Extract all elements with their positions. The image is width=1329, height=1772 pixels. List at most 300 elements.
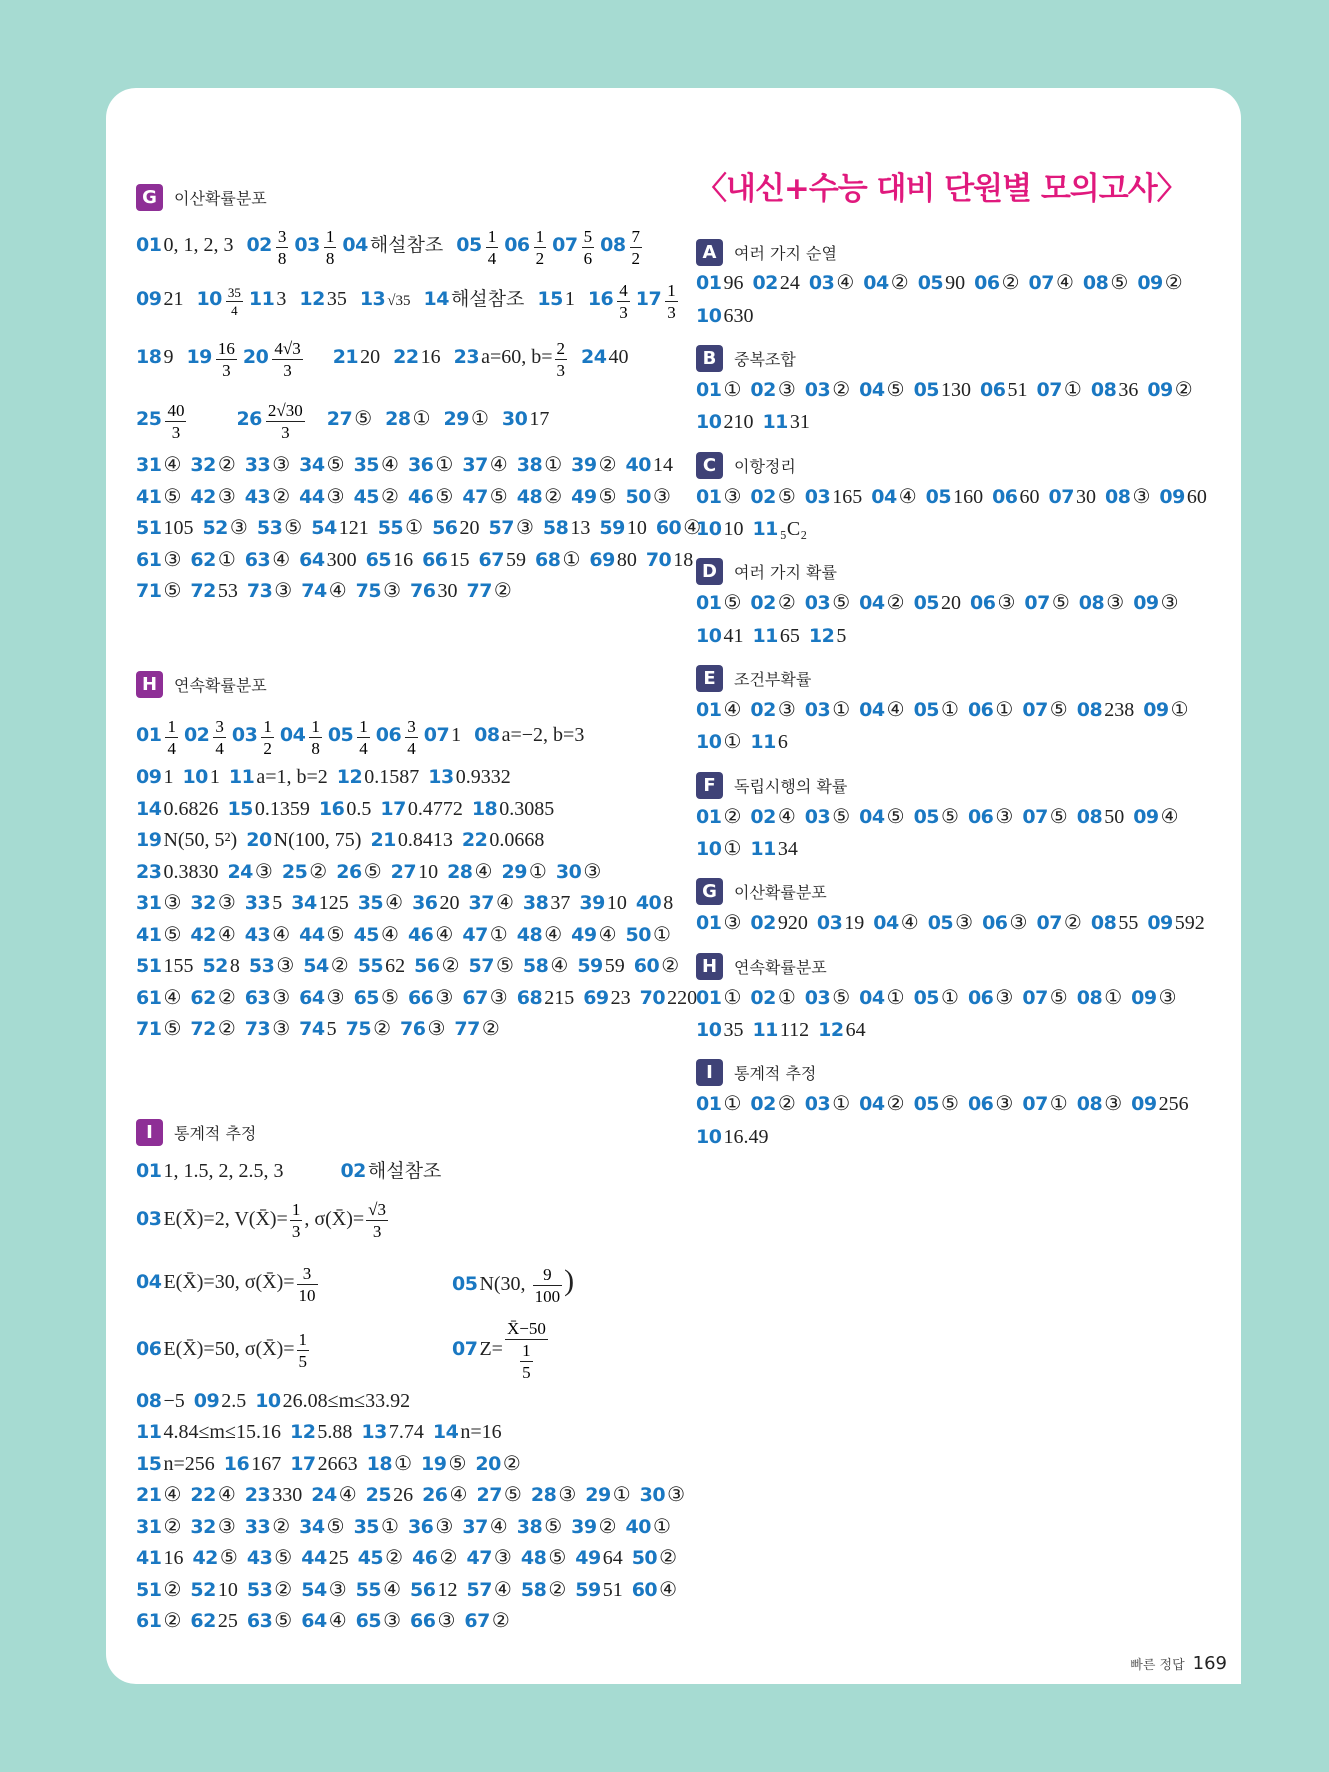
question-number: 19 (421, 1452, 447, 1475)
answer-item (859, 983, 913, 1015)
question-number: 45 (353, 923, 380, 946)
question-number: 53 (256, 517, 283, 540)
answer-item (974, 268, 1028, 300)
section-title: 통계적 추정 (174, 1124, 257, 1143)
answer-item (640, 1480, 694, 1513)
question-number: 10 (696, 1125, 722, 1148)
answer-item (190, 1575, 246, 1608)
answer-row (136, 545, 696, 577)
answer-value: 30 (1075, 485, 1096, 508)
question-number: 44 (301, 1547, 327, 1570)
answer-item (462, 825, 553, 858)
question-number: 08 (136, 1389, 162, 1412)
answer-value: 50 (1104, 805, 1125, 828)
section-badge: H (136, 671, 163, 698)
answer-value: 5.88 (317, 1421, 353, 1444)
answer-item (190, 482, 244, 515)
answer-row (136, 450, 696, 482)
answer-value: ④ (1055, 272, 1074, 295)
answer-row (136, 1606, 696, 1638)
answer-value: ③ (276, 955, 295, 978)
answer-value: ① (1104, 986, 1123, 1009)
answer-value: ① (405, 517, 424, 540)
question-number: 05 (917, 272, 944, 295)
answer-item (1147, 908, 1213, 940)
question-number: 56 (432, 517, 458, 540)
answer-value: ⑤ (274, 1610, 293, 1633)
answer-item (245, 450, 299, 483)
question-number: 48 (516, 485, 543, 508)
answer-item (817, 908, 873, 940)
question-number: 06 (967, 698, 994, 721)
question-number: 48 (520, 1547, 547, 1570)
question-number: 17 (380, 797, 406, 820)
question-number: 18 (471, 797, 498, 820)
question-number: 03 (804, 805, 831, 828)
answer-value: 5 (326, 1018, 337, 1041)
answer-value: ⑤ (777, 485, 796, 508)
answer-item (255, 1386, 419, 1419)
answer-value: ② (439, 1547, 458, 1570)
answer-value: ④ (328, 1610, 347, 1633)
answer-value: ③ (217, 892, 236, 915)
question-number: 54 (301, 1578, 327, 1601)
answer-value: 330 (272, 1484, 303, 1507)
answer-item (229, 762, 337, 795)
question-number: 02 (750, 698, 776, 721)
question-number: 56 (414, 955, 440, 978)
question-number: 42 (190, 485, 216, 508)
question-number: 02 (750, 805, 776, 828)
answer-value: ③ (383, 580, 402, 603)
answer-row: 25 $\frac{40}{3}$ 26 $\frac{2√30}{3}$ 27 ⑤ 28 ① 29 ① 30 17 (136, 400, 550, 442)
answer-value: ④ (381, 923, 399, 946)
answer-row (136, 825, 696, 857)
answer-item (696, 482, 750, 514)
answer-value: ③ (217, 1515, 236, 1538)
answer-value: ② (309, 860, 328, 883)
question-number: 02 (750, 1093, 776, 1116)
answer-value: ② (373, 1018, 392, 1041)
answer-value: ① (435, 454, 454, 477)
question-number: 04 (859, 378, 885, 401)
answer-value: ③ (437, 1610, 456, 1633)
question-number: 46 (407, 485, 434, 508)
answer-value: ⑤ (886, 378, 905, 401)
answer-value: ③ (652, 485, 671, 508)
answer-item (805, 695, 859, 727)
answer-item (696, 834, 750, 866)
question-number: 38 (516, 454, 543, 477)
page-title: 〈내신+수능 대비 단원별 모의고사〉 (696, 171, 1187, 207)
answer-item (982, 908, 1036, 940)
question-number: 31 (136, 892, 162, 915)
section-answers (696, 588, 1216, 653)
question-number: 26 (422, 1484, 448, 1507)
question-number: 63 (244, 986, 271, 1009)
answer-item (543, 513, 599, 546)
answer-item (354, 920, 408, 953)
question-number: 53 (248, 955, 275, 978)
question-number: 08 (1090, 912, 1117, 935)
question-number: 74 (301, 580, 327, 603)
answer-item (970, 588, 1024, 620)
answer-value: ⑤ (274, 1547, 293, 1570)
answer-value: ① (1063, 378, 1082, 401)
question-number: 23 (244, 1484, 271, 1507)
answer-item (136, 1575, 190, 1608)
answer-value: 12 (437, 1578, 458, 1601)
answer-item (1079, 588, 1133, 620)
answer-item (531, 1480, 585, 1513)
question-number: 40 (635, 892, 662, 915)
answer-value: ③ (997, 592, 1016, 615)
question-number: 37 (462, 1515, 488, 1538)
answer-item (1024, 588, 1078, 620)
answer-item (1077, 802, 1133, 834)
question-number: 42 (192, 1547, 218, 1570)
answer-item (245, 920, 299, 953)
question-number: 09 (1143, 698, 1169, 721)
question-number: 51 (136, 955, 162, 978)
answer-value: ② (330, 955, 349, 978)
answer-item (356, 576, 410, 609)
question-number: 75 (355, 580, 382, 603)
section-i-answers (136, 1156, 696, 1638)
section-badge: D (696, 558, 723, 585)
question-number: 52 (202, 955, 228, 978)
answer-row (136, 1449, 696, 1481)
question-number: 01 (696, 272, 722, 295)
answer-item (752, 621, 808, 653)
question-number: 01 (696, 1093, 722, 1116)
answer-value: 23 (610, 986, 631, 1009)
answer-value: 130 (941, 378, 972, 401)
question-number: 11 (752, 517, 778, 540)
answer-item (301, 576, 355, 609)
answer-value: ① (723, 837, 742, 860)
answer-item (1137, 268, 1191, 300)
answer-value: 160 (953, 485, 984, 508)
answer-item (466, 576, 520, 609)
answer-value: ① (217, 548, 236, 571)
answer-item (1036, 375, 1090, 407)
question-number: 28 (530, 1484, 557, 1507)
question-number: 02 (752, 272, 778, 295)
answer-item (408, 1512, 462, 1545)
section-title: 이산확률분포 (734, 883, 827, 903)
question-number: 30 (639, 1484, 666, 1507)
answer-value: ④ (898, 485, 917, 508)
answer-item (636, 888, 682, 921)
answer-value: 0.3830 (163, 860, 219, 883)
answer-value: ③ (229, 517, 248, 540)
section-badge: G (696, 878, 723, 905)
question-number: 75 (345, 1018, 372, 1041)
answer-item (428, 762, 519, 795)
answer-value: ② (886, 592, 905, 615)
answer-item (646, 545, 702, 578)
answer-value: ② (886, 1093, 905, 1116)
answer-item (354, 983, 408, 1016)
answer-value: 15 (449, 548, 470, 571)
answer-value: 0.8413 (397, 829, 453, 852)
question-number: 12 (818, 1018, 844, 1041)
answer-item (408, 983, 462, 1016)
answer-value: ④ (544, 923, 563, 946)
question-number: 61 (136, 1610, 162, 1633)
answer-item (696, 621, 752, 653)
answer-item (136, 576, 190, 609)
answer-item (489, 513, 543, 546)
answer-item (696, 1015, 752, 1047)
answer-value: ③ (995, 805, 1014, 828)
answer-value: ③ (515, 517, 534, 540)
question-number: 10 (696, 411, 722, 434)
question-number: 40 (625, 454, 651, 477)
answer-value: 0.4772 (407, 797, 463, 820)
question-number: 57 (468, 955, 494, 978)
answer-item (408, 482, 462, 515)
answer-value: 7.74 (388, 1421, 424, 1444)
question-number: 35 (357, 892, 384, 915)
answer-value: 10 (626, 517, 647, 540)
question-number: 20 (246, 829, 272, 852)
answer-section (696, 769, 1216, 866)
right-column (696, 236, 1216, 1164)
answer-item (466, 1543, 520, 1576)
answer-row (136, 513, 702, 545)
question-number: 06 (992, 485, 1018, 508)
question-number: 11 (762, 411, 788, 434)
answer-item (299, 545, 365, 578)
question-number: 06 (967, 986, 994, 1009)
answer-item (1091, 908, 1147, 940)
answer-item (136, 825, 246, 858)
answer-item (818, 1015, 874, 1047)
answer-value: 105 (163, 517, 194, 540)
answer-item (311, 1480, 365, 1513)
answer-value: 34 (777, 837, 798, 860)
question-number: 27 (476, 1484, 502, 1507)
answer-row (136, 794, 696, 826)
answer-item (1105, 482, 1159, 514)
question-number: 26 (336, 860, 362, 883)
answer-item (290, 1417, 361, 1450)
answer-value: 80 (616, 548, 637, 571)
answer-item (469, 951, 523, 984)
question-number: 60 (631, 1578, 658, 1601)
answer-item (696, 983, 750, 1015)
answer-item (136, 1386, 194, 1419)
answer-item (358, 1543, 412, 1576)
answer-value: ④ (217, 1484, 236, 1507)
question-number: 11 (750, 837, 776, 860)
answer-item (1077, 695, 1143, 727)
answer-item (378, 513, 432, 546)
answer-value: ② (217, 454, 236, 477)
section-header (696, 556, 1216, 588)
answer-value: 35 (723, 1018, 744, 1041)
question-number: 21 (370, 829, 396, 852)
question-number: 24 (227, 860, 253, 883)
answer-value: ④ (683, 517, 702, 540)
section-header (696, 876, 1216, 908)
answer-value: 90 (945, 272, 966, 295)
answer-value: 14 (652, 454, 673, 477)
answer-item (696, 1122, 777, 1154)
question-number: 35 (353, 454, 380, 477)
answer-item (361, 1417, 432, 1450)
answer-item (247, 576, 301, 609)
answer-item (1077, 983, 1131, 1015)
answer-value: 112 (779, 1018, 810, 1041)
answer-value: ② (481, 1018, 500, 1041)
section-answers (696, 695, 1216, 760)
answer-value: 20 (439, 892, 460, 915)
answer-row: 09 21 10 $\frac{35}{4}$ 11 3 12 35 13 √35 14 해설참조 15 1 16 $\frac{4}{3}$ 17 $\frac{1}{3}$ (136, 280, 676, 322)
answer-value: ⑤ (548, 1547, 567, 1570)
question-number: 22 (190, 1484, 216, 1507)
answer-value: 30 (437, 580, 458, 603)
question-number: 05 (913, 378, 940, 401)
question-number: 03 (804, 1093, 831, 1116)
answer-value: 64 (845, 1018, 866, 1041)
answer-value: ② (163, 1610, 182, 1633)
answer-value: ② (502, 1452, 521, 1475)
page-footer (1107, 1642, 1241, 1684)
answer-item (968, 983, 1022, 1015)
answer-item (579, 888, 635, 921)
answer-value: 51 (602, 1578, 623, 1601)
answer-value: ③ (583, 860, 602, 883)
section-title: 중복조합 (734, 350, 796, 370)
answer-value: 10 (217, 1578, 238, 1601)
question-number: 13 (361, 1421, 387, 1444)
answer-value: ① (544, 454, 563, 477)
question-number: 55 (377, 517, 404, 540)
answer-item (414, 951, 468, 984)
answer-value: ⑤ (1051, 592, 1070, 615)
question-number: 07 (1022, 805, 1048, 828)
question-number: 43 (244, 485, 271, 508)
question-number: 18 (366, 1452, 393, 1475)
answer-item (750, 908, 816, 940)
question-number: 38 (522, 892, 549, 915)
answer-item (914, 695, 968, 727)
question-number: 67 (478, 548, 504, 571)
answer-value: ③ (272, 1018, 291, 1041)
question-number: 35 (353, 1515, 380, 1538)
question-number: 07 (1024, 592, 1050, 615)
answer-item (245, 1512, 299, 1545)
answer-value: ③ (326, 485, 345, 508)
answer-item (466, 1575, 520, 1608)
answer-item (750, 802, 804, 834)
answer-value: ④ (836, 272, 855, 295)
answer-value: ② (723, 805, 742, 828)
section-answers (696, 481, 1216, 546)
answer-value: ⑤ (1049, 698, 1068, 721)
question-number: 62 (190, 986, 216, 1009)
answer-item (914, 983, 968, 1015)
answer-value: ③ (163, 548, 182, 571)
answer-item (367, 1449, 421, 1482)
question-number: 65 (355, 1610, 382, 1633)
question-number: 05 (913, 698, 940, 721)
answer-value: ⑤ (284, 517, 303, 540)
answer-value: 215 (544, 986, 575, 1009)
answer-value: 210 (723, 411, 754, 434)
question-number: 07 (1022, 698, 1048, 721)
answer-value: ① (995, 698, 1014, 721)
question-number: 03 (816, 912, 843, 935)
answer-item (914, 588, 970, 620)
answer-value: ② (1001, 272, 1020, 295)
answer-row: 06 E(X̄)=50, σ(X̄)= $\frac{1}{5}$ 07 Z= $\frac{X̄-50}{\frac{1}{5}}$ (136, 1319, 546, 1383)
answer-item (247, 1575, 301, 1608)
question-number: 41 (136, 1547, 162, 1570)
answer-value: ① (941, 986, 959, 1009)
answer-item (202, 951, 248, 984)
question-number: 55 (357, 955, 384, 978)
question-number: 21 (136, 1484, 162, 1507)
question-number: 17 (290, 1452, 316, 1475)
question-number: 07 (1036, 912, 1062, 935)
answer-row: 01 $\frac{1}{4}$ 02 $\frac{3}{4}$ 03 $\frac{1}{2}$ 04 $\frac{1}{8}$ 05 $\frac{1}{4}$ 06 $\frac{3}{4}$ 07 1 08 a=−2, b=3 (136, 716, 585, 758)
question-number: 66 (410, 1610, 436, 1633)
answer-value: ① (528, 860, 547, 883)
answer-value: ⑤ (941, 805, 959, 828)
answer-value: ② (890, 272, 909, 295)
question-number: 43 (244, 923, 271, 946)
answer-item (517, 1512, 571, 1545)
question-number: 66 (407, 986, 434, 1009)
answer-item (182, 762, 228, 795)
question-number: 13 (428, 766, 454, 789)
answer-item (412, 1543, 466, 1576)
answer-value: ④ (385, 892, 404, 915)
answer-value: ③ (493, 1547, 512, 1570)
answer-item (575, 1543, 631, 1576)
answer-item (589, 545, 645, 578)
answer-item (299, 1014, 345, 1047)
answer-value: ④ (1160, 805, 1179, 828)
answer-item (577, 951, 633, 984)
answer-item (1077, 1089, 1131, 1121)
answer-value: ① (489, 923, 508, 946)
answer-value: 16 (393, 548, 414, 571)
answer-item (291, 888, 357, 921)
answer-value: ③ (723, 912, 742, 935)
question-number: 09 (136, 766, 162, 789)
answer-item (585, 1480, 639, 1513)
answer-item (247, 1543, 301, 1576)
question-number: 01 (696, 485, 722, 508)
question-number: 30 (555, 860, 582, 883)
answer-value: 20 (459, 517, 480, 540)
answer-value: ④ (217, 923, 236, 946)
answer-item (282, 857, 336, 890)
answer-value: ② (777, 592, 796, 615)
answer-item (1143, 695, 1197, 727)
answer-row (136, 951, 696, 983)
question-number: 09 (1147, 378, 1173, 401)
question-number: 06 (967, 1093, 994, 1116)
question-number: 19 (136, 829, 162, 852)
answer-value: 8 (229, 955, 240, 978)
answer-value: ④ (435, 923, 454, 946)
